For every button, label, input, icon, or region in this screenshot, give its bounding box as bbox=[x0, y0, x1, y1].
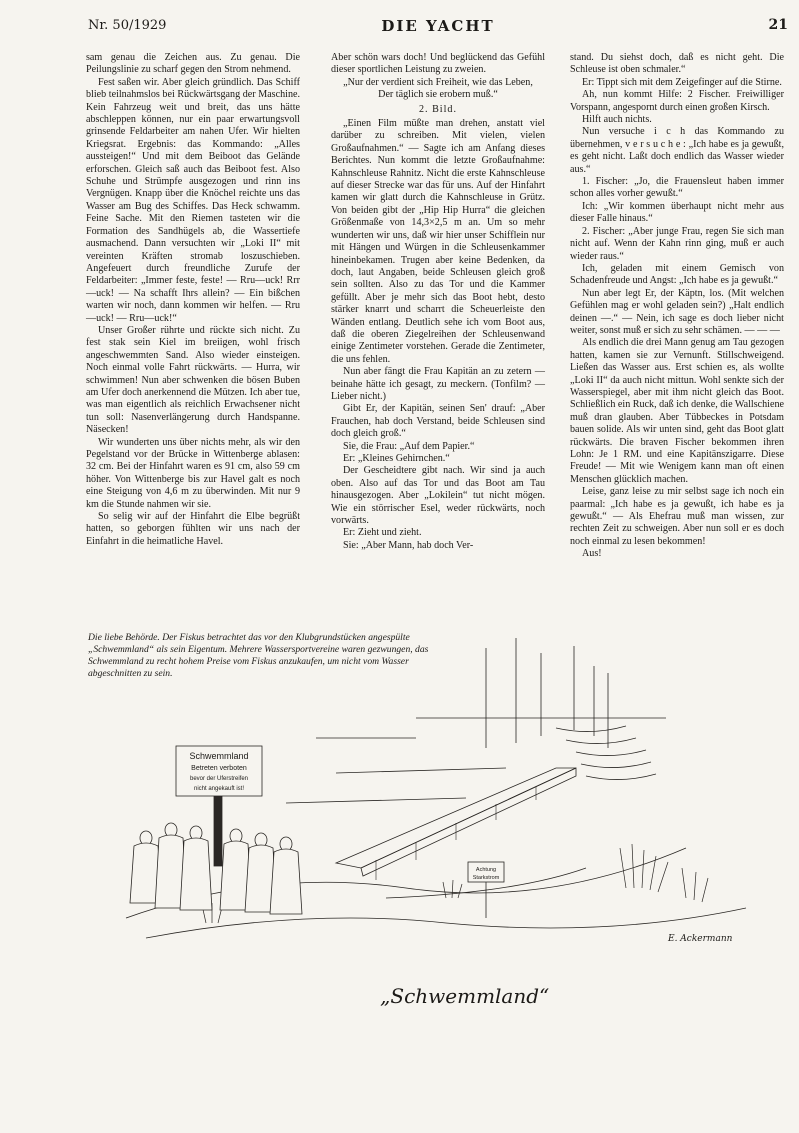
paragraph: Nun aber legt Er, der Käptn, los. (Mit welchen Gefühlen mag er wohl geladen sein?) „Halt endlich deinen —.“ — Nein, ich sage es doch lieber nicht weiter, sonst muß er sich zu sehr schämen. — — — bbox=[570, 287, 784, 336]
paragraph: Ich: „Wir kommen überhaupt nicht mehr aus dieser Falle hinaus.“ bbox=[570, 200, 784, 225]
paragraph: Der täglich sie erobern muß.“ bbox=[378, 89, 498, 101]
paragraph: 1. Fischer: „Jo, die Frauensleut haben immer schon alles vorher gewußt.“ bbox=[570, 176, 784, 200]
paragraph: Ah, nun kommt Hilfe: 2 Fischer. Freiwilliger Vorspann, angespornt durch einen großen Kirsch. bbox=[570, 89, 784, 113]
sign-line-1: Schwemmland bbox=[189, 751, 249, 761]
paragraph: Fest saßen wir. Aber gleich gründlich. Das Schiff blieb teilnahmslos bei Rückwärtsgang der Maschine. Kein Fahrzeug weit und breit, das uns hätte abschleppen können, nur ein paar erwartungsvoll grinsende Feldarbeiter am nahen Ufer. Wir hielten Kriegsrat. Ergebnis: das Kommando: „Alles aussteigen!“ Und mit dem Beiboot das Gelände erforschen. Gleich saß auch das Beiboot fest. Also Schuhe und Strümpfe ausgezogen und rinn ins Vergnügen. Knapp über die Knöchel reichte uns das Wasser am Bug des Schiffes. Das Heck schwamm. Feine Sache. Mit den Riemen tasteten wir die Formation des Sandhügels ab, die Wassertiefe ausmachend. Dann versuchten wir „Loki II“ mit vereinten Kräften stromab loszuschieben. Angefeuert durch freundliche Zurufe der Feldarbeiter: „Immer feste, feste! — Rru—uck! Rrr—uck! — Na schafft Ihrs allein? — Ein bißchen warten wir noch, dann kommen wir helfen. — Rru—uck! — Rru—uck!“ bbox=[86, 76, 300, 324]
section-heading: 2. Bild. bbox=[418, 103, 457, 115]
paragraph: Der Gescheidtere gibt nach. Wir sind ja auch oben. Also auf das Tor und das Boot am Tau hinausgezogen. Aber „Lokilein“ tut nicht mögen. Wie ein störrischer Esel, weder rückwärts, noch vorwärts. bbox=[331, 465, 545, 527]
issue-number: Nr. 50/1929 bbox=[88, 18, 167, 33]
paragraph: Leise, ganz leise zu mir selbst sage ich noch ein paarmal: „Ich habe es ja gewußt, ich habe es ja gewußt.“ — Als Ehefrau muß man wissen, zur rechten Zeit zu schweigen. Aber nun soll er es doch noch einmal zu lesen bekommen! bbox=[570, 486, 784, 547]
small-sign-line-1: Achtung bbox=[475, 867, 497, 873]
paragraph: Hilft auch nichts. bbox=[582, 114, 652, 126]
paragraph: Unser Großer rührte und rückte sich nicht. Zu fest stak sein Kiel im breiigen, wohl frisch angeschwemmten Sand. Also wieder einsteigen. Noch einmal volle Fahrt rückwärts. — Hurra, wir schwimmen! Nun aber schwenken die bösen Buben am Ufer doch anerkennend die Mützen. Ich aber tue, was man eigentlich als reichlich Erwachsener nicht tun soll: Nasenverlängerung durch Handspanne. Näsecken! bbox=[86, 324, 300, 436]
paragraph: Nun aber fängt die Frau Kapitän an zu zetern — beinahe hätte ich gesagt, zu meckern. (Tonfilm? — Lieber nicht.) bbox=[331, 366, 545, 402]
paragraph: Er: Tippt sich mit dem Zeigefinger auf die Stirne. bbox=[582, 76, 782, 88]
paragraph: Er: „Kleines Gehirnchen.“ bbox=[343, 453, 450, 464]
illustration-title: „Schwemmland“ bbox=[380, 984, 550, 1008]
text-column-3 bbox=[570, 52, 784, 561]
small-sign-line-2: Starkstrom bbox=[472, 875, 500, 881]
paragraph: „Nur der verdient sich Freiheit, wie das Leben, bbox=[343, 76, 533, 88]
paragraph: Als endlich die drei Mann genug am Tau gezogen hatten, kamen sie zur Vernunft. Stillschweigend. Ließen das Wasser aus. Erst schien es, als wollte „Loki II“ da auch nicht mittun. Wohl senkte sich der Wasserspiegel, aber mit ihm nicht gleich das Boot. Schließlich ein Ruck, daß ich denke, die Wallschiene muß dran glauben. Aber Tübbeckes in Potsdam bauen solide. Als wir unten sind, geht das Boot glatt rückwärts. Die braven Fischer bekommen ihren Lohn: Je 1 RM. und eine Kapitänszigarre. Diese Freude! — Mit wie Wenigem kann man oft einen Menschen glücklich machen. bbox=[570, 337, 784, 485]
paragraph: Gibt Er, der Kapitän, seinen Sen' drauf: „Aber Frauchen, hab doch Verstand, beide Schleusen sind doch gleich groß.“ bbox=[331, 403, 545, 440]
illustration-caption: Die liebe Behörde. Der Fiskus betrachtet das vor den Klubgrundstücken angespülte „Schwemmland“ als sein Eigentum. Mehrere Wassersportvereine waren gezwungen, das Schwemmland zu recht hohem Preise vom Fiskus anzukaufen, um nicht vom Wasser abgeschnitten zu sein. bbox=[88, 632, 429, 679]
sign-line-2: Betreten verboten bbox=[191, 765, 247, 772]
page-number: 21 bbox=[768, 17, 788, 33]
magazine-title: DIE YACHT bbox=[381, 17, 495, 35]
sign-line-4: nicht angekauft ist! bbox=[193, 786, 245, 792]
page-header bbox=[88, 14, 788, 40]
paragraph: Nun versuche i c h das Kommando zu übernehmen, v e r s u c h e : „Ich habe es ja gewußt, es geht nicht. Laßt doch endlich das Wasser wieder aus.“ bbox=[570, 126, 784, 175]
paragraph: Er: Zieht und zieht. bbox=[343, 527, 422, 539]
text-column-1 bbox=[86, 52, 300, 548]
paragraph: „Einen Film müßte man drehen, anstatt viel darüber zu schreiben. Mit vielen, vielen Großaufnahmen.“ — Sagte ich am Anfang dieses Berichtes. Nun kommt die letzte Großaufnahme: Kahnschleuse Rahnitz. Nicht die erste Kahnschleuse auf dieser Strecke war das für uns. Auf der Hinfahrt kamen wir glatt durch die Kahnschleuse in Grütz. Von beiden gibt der „Hip Hip Hurra“ die gleichen Größenmaße von 14,3×2,5 m an. Um so mehr wunderten wir uns, daß wir hier unser Schifflein nur mit Hängen und Würgen in die Schleusenkammer hineinbekamen. Trugen aber keine Bedenken, da doch, laut Angaben, beide Schleusen gleich groß sein sollten. Also zu das Tor und die Kammer gefüllt. Aber je mehr sich das Boot hebt, desto stärker knarrt und scharrt die Scheuerleiste den Wänden entlang. Deutlich sehe ich vom Boot aus, daß die oberen Ziegelreihen der Schleusenwand einige Zentimeter vorstehen. Gerade die Zentimeter, die uns fehlen. bbox=[331, 118, 545, 365]
paragraph: Aus! bbox=[582, 548, 602, 560]
artist-signature: E. Ackermann bbox=[668, 934, 733, 944]
paragraph: So selig wir auf der Hinfahrt die Elbe begrüßt hatten, so geborgen fühlten wir uns nach der Einfahrt in die heimatliche Havel. bbox=[86, 511, 300, 547]
paragraph: Sie: „Aber Mann, hab doch Ver- bbox=[343, 539, 474, 551]
paragraph: sam genau die Zeichen aus. Zu genau. Die Peilungslinie zu scharf gegen den Strom nehmend. bbox=[86, 52, 300, 76]
paragraph: Sie, die Frau: „Auf dem Papier.“ bbox=[343, 440, 475, 452]
sign-line-3: bevor der Uferstreifen bbox=[189, 776, 249, 782]
text-column-2 bbox=[331, 52, 545, 552]
paragraph: Wir wunderten uns über nichts mehr, als wir den Pegelstand vor der Brücke in Wittenberge ablasen: 32 cm. Bei der Hinfahrt waren es 91 cm, also 59 cm höher. Von Wittenberge bis zur Havel galt es noch eine Steigung von 4,6 m zu überwinden. Mit nur 9 km die Stunde nahmen wir sie. bbox=[86, 436, 300, 510]
paragraph: stand. Du siehst doch, daß es nicht geht. Die Schleuse ist oben schmaler.“ bbox=[570, 52, 784, 76]
paragraph: 2. Fischer: „Aber junge Frau, regen Sie sich man nicht auf. Wenn der Kahn rinn ging, muß er auch wieder raus.“ bbox=[570, 225, 784, 262]
paragraph: Aber schön wars doch! Und beglückend das Gefühl dieser sportlichen Leistung zu zweien. bbox=[331, 52, 545, 76]
paragraph: Ich, geladen mit einem Gemisch von Schadenfreude und Angst: „Ich habe es ja gewußt.“ bbox=[570, 262, 784, 287]
